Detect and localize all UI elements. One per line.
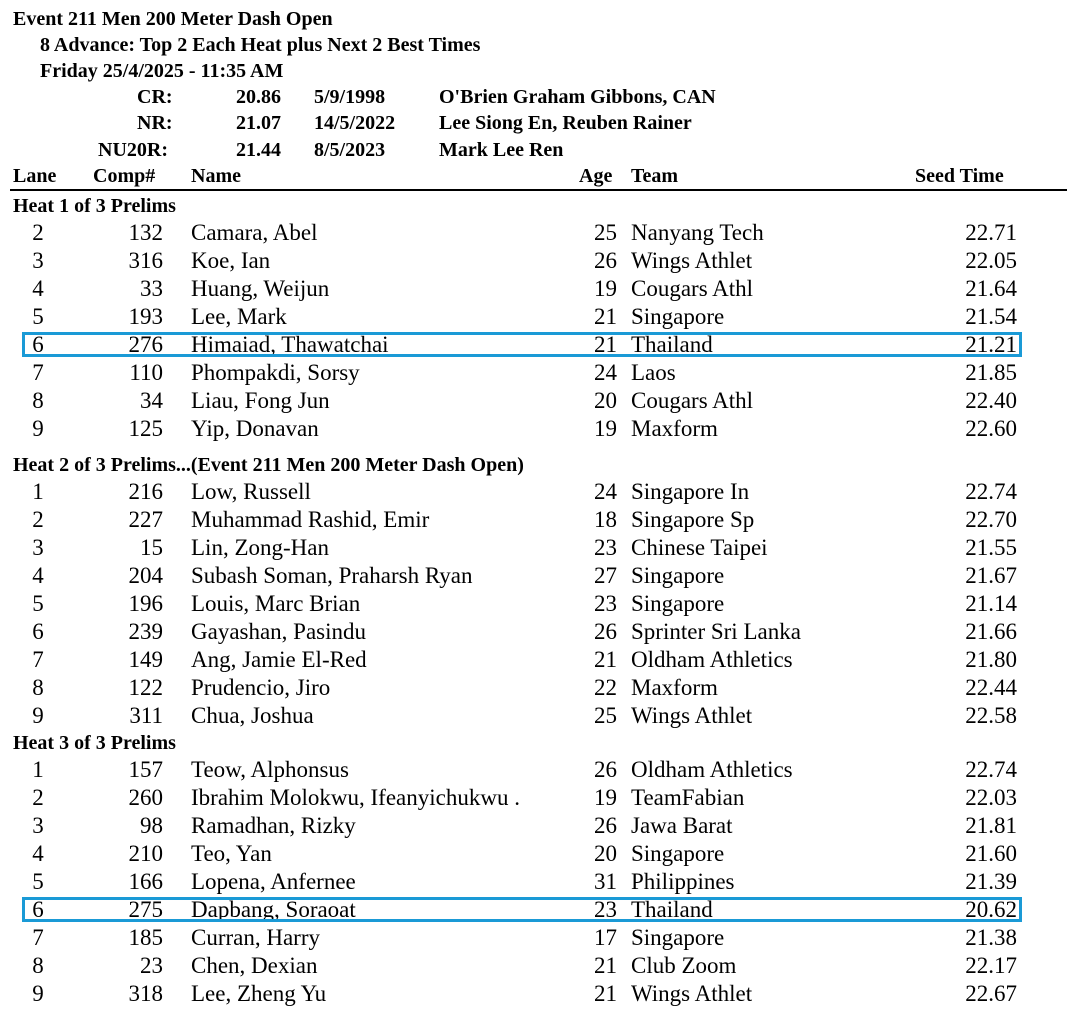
athlete-name-cell: Low, Russell — [191, 479, 311, 504]
age-cell: 22 — [594, 675, 617, 700]
lane-cell: 2 — [32, 220, 44, 245]
team-cell: Maxform — [631, 675, 718, 700]
athlete-name-cell: Teo, Yan — [191, 841, 272, 866]
seed-time-cell: 22.44 — [965, 675, 1017, 700]
record-label: NR: — [137, 112, 173, 134]
athlete-name-cell: Lee, Mark — [191, 304, 287, 329]
age-cell: 19 — [594, 416, 617, 441]
seed-time-cell: 22.17 — [965, 953, 1017, 978]
result-row — [0, 980, 1067, 1008]
age-cell: 17 — [594, 925, 617, 950]
lane-cell: 2 — [32, 507, 44, 532]
seed-time-cell: 21.64 — [965, 276, 1017, 301]
result-row — [0, 618, 1067, 646]
comp-number-cell: 33 — [140, 276, 163, 301]
age-cell: 26 — [594, 248, 617, 273]
age-cell: 21 — [594, 332, 617, 357]
seed-time-cell: 21.21 — [965, 332, 1017, 357]
athlete-name-cell: Lee, Zheng Yu — [191, 981, 327, 1006]
lane-cell: 7 — [32, 360, 44, 385]
seed-time-cell: 22.70 — [965, 507, 1017, 532]
age-cell: 20 — [594, 388, 617, 413]
lane-cell: 9 — [32, 703, 44, 728]
lane-cell: 4 — [32, 563, 44, 588]
lane-cell: 5 — [32, 869, 44, 894]
athlete-name-cell: Liau, Fong Jun — [191, 388, 330, 413]
team-cell: Singapore — [631, 304, 725, 329]
comp-number-cell: 239 — [128, 619, 163, 644]
age-cell: 19 — [594, 276, 617, 301]
lane-cell: 4 — [32, 841, 44, 866]
comp-number-cell: 122 — [128, 675, 163, 700]
result-row — [0, 534, 1067, 562]
event-title: Event 211 Men 200 Meter Dash Open — [13, 8, 333, 30]
lane-cell: 3 — [32, 535, 44, 560]
record-holder: Mark Lee Ren — [439, 139, 564, 161]
athlete-name-cell: Yip, Donavan — [191, 416, 319, 441]
result-row — [0, 275, 1067, 303]
result-row — [0, 303, 1067, 331]
comp-number-cell: 204 — [128, 563, 163, 588]
seed-time-cell: 22.67 — [965, 981, 1017, 1006]
athlete-name-cell: Koe, Ian — [191, 248, 271, 273]
comp-number-cell: 216 — [128, 479, 163, 504]
seed-time-cell: 22.71 — [965, 220, 1017, 245]
seed-time-cell: 21.85 — [965, 360, 1017, 385]
team-cell: Laos — [631, 360, 676, 385]
age-cell: 26 — [594, 757, 617, 782]
record-time: 20.86 — [236, 86, 281, 108]
lane-cell: 8 — [32, 953, 44, 978]
lane-cell: 9 — [32, 416, 44, 441]
heat-title: Heat 2 of 3 Prelims...(Event 211 Men 200 Meter Dash Open) — [13, 454, 524, 476]
team-cell: Singapore — [631, 563, 725, 588]
lane-cell: 4 — [32, 276, 44, 301]
result-row — [0, 702, 1067, 730]
age-cell: 23 — [594, 897, 617, 922]
age-cell: 27 — [594, 563, 617, 588]
age-cell: 24 — [594, 479, 617, 504]
team-cell: Singapore Sp — [631, 507, 755, 532]
seed-time-cell: 21.38 — [965, 925, 1017, 950]
lane-cell: 1 — [32, 757, 44, 782]
team-cell: Club Zoom — [631, 953, 737, 978]
lane-cell: 3 — [32, 813, 44, 838]
athlete-name-cell: Lin, Zong-Han — [191, 535, 329, 560]
event-date: Friday 25/4/2025 - 11:35 AM — [40, 60, 284, 82]
seed-time-cell: 21.14 — [965, 591, 1017, 616]
athlete-name-cell: Ramadhan, Rizky — [191, 813, 356, 838]
athlete-name-cell: Himaiad, Thawatchai — [191, 332, 389, 357]
comp-number-cell: 193 — [128, 304, 163, 329]
comp-number-cell: 23 — [140, 953, 163, 978]
highlight-box — [22, 332, 1022, 357]
result-row — [0, 415, 1067, 443]
lane-cell: 2 — [32, 785, 44, 810]
comp-number-cell: 166 — [128, 869, 163, 894]
team-cell: Thailand — [631, 897, 713, 922]
record-holder: Lee Siong En, Reuben Rainer — [439, 112, 692, 134]
team-cell: Wings Athlet — [631, 248, 753, 273]
comp-number-cell: 311 — [129, 703, 163, 728]
team-cell: Cougars Athl — [631, 388, 754, 413]
team-cell: Maxform — [631, 416, 718, 441]
team-cell: Philippines — [631, 869, 735, 894]
comp-number-cell: 125 — [128, 416, 163, 441]
comp-number-cell: 210 — [128, 841, 163, 866]
column-comp: Comp# — [93, 165, 156, 187]
lane-cell: 8 — [32, 675, 44, 700]
result-row — [0, 562, 1067, 590]
result-row — [0, 868, 1067, 896]
team-cell: TeamFabian — [631, 785, 745, 810]
comp-number-cell: 276 — [128, 332, 163, 357]
seed-time-cell: 21.67 — [965, 563, 1017, 588]
comp-number-cell: 196 — [128, 591, 163, 616]
athlete-name-cell: Dapbang, Soraoat — [191, 897, 356, 922]
athlete-name-cell: Camara, Abel — [191, 220, 318, 245]
age-cell: 31 — [594, 869, 617, 894]
lane-cell: 9 — [32, 981, 44, 1006]
team-cell: Jawa Barat — [631, 813, 733, 838]
athlete-name-cell: Ibrahim Molokwu, Ifeanyichukwu . — [191, 785, 520, 810]
seed-time-cell: 21.39 — [965, 869, 1017, 894]
lane-cell: 7 — [32, 925, 44, 950]
team-cell: Oldham Athletics — [631, 647, 793, 672]
athlete-name-cell: Curran, Harry — [191, 925, 321, 950]
seed-time-cell: 22.74 — [965, 479, 1017, 504]
age-cell: 21 — [594, 304, 617, 329]
comp-number-cell: 157 — [128, 757, 163, 782]
athlete-name-cell: Lopena, Anfernee — [191, 869, 356, 894]
seed-time-cell: 22.40 — [965, 388, 1017, 413]
team-cell: Singapore — [631, 841, 725, 866]
team-cell: Singapore — [631, 591, 725, 616]
lane-cell: 1 — [32, 479, 44, 504]
result-row — [0, 247, 1067, 275]
record-time: 21.07 — [236, 112, 281, 134]
athlete-name-cell: Teow, Alphonsus — [191, 757, 349, 782]
team-cell: Wings Athlet — [631, 703, 753, 728]
age-cell: 20 — [594, 841, 617, 866]
lane-cell: 6 — [32, 619, 44, 644]
seed-time-cell: 21.60 — [965, 841, 1017, 866]
seed-time-cell: 21.80 — [965, 647, 1017, 672]
age-cell: 23 — [594, 591, 617, 616]
age-cell: 26 — [594, 619, 617, 644]
record-label: NU20R: — [98, 139, 168, 161]
comp-number-cell: 185 — [128, 925, 163, 950]
column-seed: Seed Time — [915, 165, 1004, 187]
age-cell: 21 — [594, 953, 617, 978]
column-team: Team — [631, 165, 679, 187]
seed-time-cell: 21.54 — [965, 304, 1017, 329]
heat-title: Heat 1 of 3 Prelims — [13, 195, 176, 217]
seed-time-cell: 22.58 — [965, 703, 1017, 728]
athlete-name-cell: Phompakdi, Sorsy — [191, 360, 360, 385]
team-cell: Nanyang Tech — [631, 220, 764, 245]
lane-cell: 6 — [32, 332, 44, 357]
lane-cell: 6 — [32, 897, 44, 922]
result-row — [0, 952, 1067, 980]
lane-cell: 5 — [32, 591, 44, 616]
age-cell: 23 — [594, 535, 617, 560]
result-row — [0, 924, 1067, 952]
seed-time-cell: 22.03 — [965, 785, 1017, 810]
column-lane: Lane — [13, 165, 57, 187]
comp-number-cell: 132 — [128, 220, 163, 245]
result-row — [0, 387, 1067, 415]
column-age: Age — [579, 165, 613, 187]
team-cell: Cougars Athl — [631, 276, 754, 301]
result-row — [0, 590, 1067, 618]
team-cell: Oldham Athletics — [631, 757, 793, 782]
comp-number-cell: 34 — [140, 388, 163, 413]
age-cell: 18 — [594, 507, 617, 532]
seed-time-cell: 20.62 — [965, 897, 1017, 922]
seed-time-cell: 21.66 — [965, 619, 1017, 644]
result-row — [0, 784, 1067, 812]
comp-number-cell: 316 — [128, 248, 163, 273]
age-cell: 21 — [594, 647, 617, 672]
advance-rule: 8 Advance: Top 2 Each Heat plus Next 2 Best Times — [40, 34, 481, 56]
heat-title: Heat 3 of 3 Prelims — [13, 732, 176, 754]
result-row — [0, 756, 1067, 784]
age-cell: 19 — [594, 785, 617, 810]
seed-time-cell: 21.55 — [965, 535, 1017, 560]
lane-cell: 8 — [32, 388, 44, 413]
athlete-name-cell: Huang, Weijun — [191, 276, 330, 301]
seed-time-cell: 22.05 — [965, 248, 1017, 273]
highlight-box — [22, 897, 1022, 922]
age-cell: 26 — [594, 813, 617, 838]
team-cell: Sprinter Sri Lanka — [631, 619, 801, 644]
athlete-name-cell: Prudencio, Jiro — [191, 675, 331, 700]
athlete-name-cell: Ang, Jamie El-Red — [191, 647, 367, 672]
header-divider — [10, 189, 1067, 191]
team-cell: Singapore In — [631, 479, 750, 504]
result-row — [0, 478, 1067, 506]
comp-number-cell: 318 — [128, 981, 163, 1006]
age-cell: 24 — [594, 360, 617, 385]
record-date: 14/5/2022 — [314, 112, 396, 134]
comp-number-cell: 275 — [128, 897, 163, 922]
age-cell: 21 — [594, 981, 617, 1006]
seed-time-cell: 21.81 — [965, 813, 1017, 838]
athlete-name-cell: Louis, Marc Brian — [191, 591, 361, 616]
comp-number-cell: 15 — [140, 535, 163, 560]
comp-number-cell: 227 — [128, 507, 163, 532]
athlete-name-cell: Chua, Joshua — [191, 703, 314, 728]
age-cell: 25 — [594, 703, 617, 728]
team-cell: Thailand — [631, 332, 713, 357]
athlete-name-cell: Subash Soman, Praharsh Ryan — [191, 563, 473, 588]
athlete-name-cell: Gayashan, Pasindu — [191, 619, 367, 644]
athlete-name-cell: Muhammad Rashid, Emir — [191, 507, 430, 532]
team-cell: Singapore — [631, 925, 725, 950]
column-name: Name — [191, 165, 241, 187]
record-date: 8/5/2023 — [314, 139, 386, 161]
age-cell: 25 — [594, 220, 617, 245]
lane-cell: 3 — [32, 248, 44, 273]
result-row — [0, 840, 1067, 868]
team-cell: Chinese Taipei — [631, 535, 768, 560]
athlete-name-cell: Chen, Dexian — [191, 953, 318, 978]
seed-time-cell: 22.74 — [965, 757, 1017, 782]
record-time: 21.44 — [236, 139, 281, 161]
team-cell: Wings Athlet — [631, 981, 753, 1006]
result-row — [0, 359, 1067, 387]
result-row — [0, 674, 1067, 702]
result-row — [0, 506, 1067, 534]
result-row — [0, 646, 1067, 674]
comp-number-cell: 98 — [140, 813, 163, 838]
seed-time-cell: 22.60 — [965, 416, 1017, 441]
comp-number-cell: 260 — [128, 785, 163, 810]
lane-cell: 7 — [32, 647, 44, 672]
record-date: 5/9/1998 — [314, 86, 386, 108]
result-row — [0, 812, 1067, 840]
record-label: CR: — [137, 86, 173, 108]
comp-number-cell: 149 — [128, 647, 163, 672]
comp-number-cell: 110 — [129, 360, 163, 385]
lane-cell: 5 — [32, 304, 44, 329]
record-holder: O'Brien Graham Gibbons, CAN — [439, 86, 716, 108]
result-row — [0, 219, 1067, 247]
